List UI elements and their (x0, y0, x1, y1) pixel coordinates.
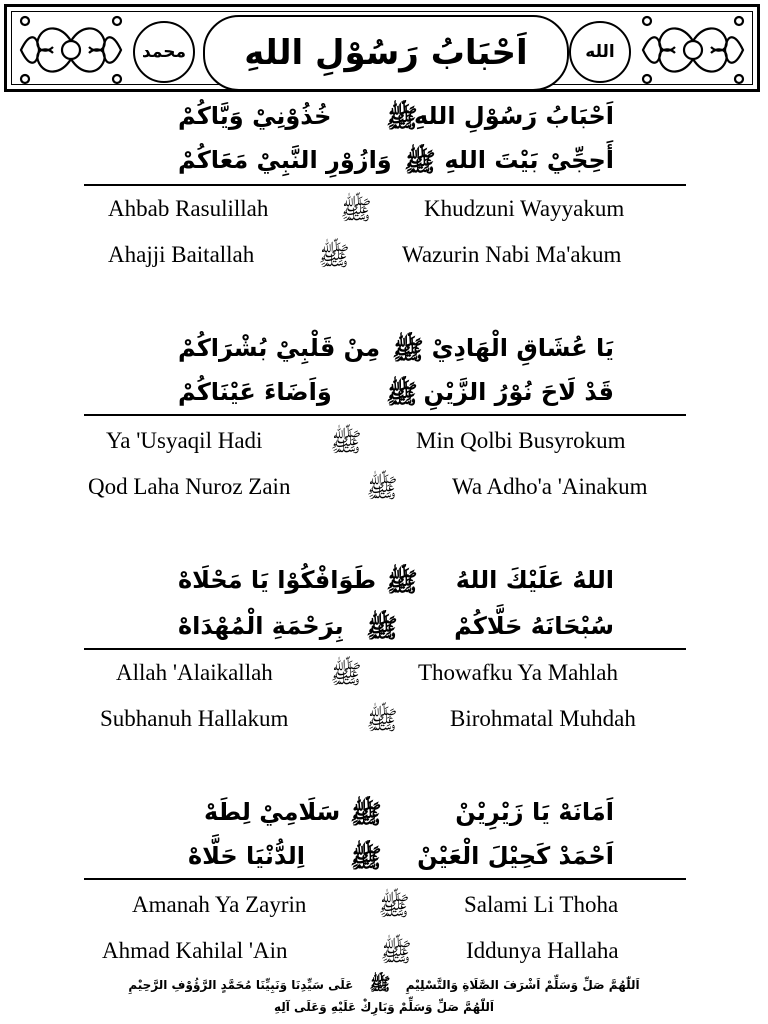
svg-text:ﷺ: ﷺ (330, 660, 362, 690)
arabic-half-line: اَمَانَهْ يَا زَيْرِيْنْ (455, 798, 614, 826)
medallion-muhammad (133, 21, 195, 83)
salawat-icon (376, 888, 412, 930)
transliteration-half-line: Min Qolbi Busyrokum (416, 428, 626, 453)
transliteration-half-line: Ahajji Baitallah (108, 242, 255, 267)
arabic-half-line: اللهُ عَلَيْكَ اللهُ (455, 566, 614, 594)
footer-salawat-text: عَلَى سَيِّدِنَا وَنَبِيِّنَا مُحَمَّدٍ الرَّؤُوْفِ الرَّحِيْمِ (128, 978, 354, 992)
salawat-icon (348, 840, 384, 882)
svg-text:ﷺ: ﷺ (386, 380, 418, 410)
transliteration-line (84, 932, 684, 972)
transliteration-line (84, 468, 684, 508)
title-cartouche (203, 15, 569, 91)
arabic-line (84, 98, 684, 138)
svg-text:ﷺ: ﷺ (386, 104, 418, 134)
arabic-half-line: قَدْ لَاحَ نُوْرُ الزَّيْنِ (423, 378, 614, 406)
arabic-half-line: طَوَافْكُوْا يَا مَحْلَاهْ (178, 566, 377, 594)
salawat-icon (348, 796, 384, 838)
svg-text:ﷺ: ﷺ (378, 892, 410, 922)
arabic-half-line: مِنْ قَلْبِيْ بُشْرَاكُمْ (178, 334, 381, 362)
divider (84, 184, 686, 186)
floral-ornament-right-icon (637, 13, 749, 87)
arabic-half-line: أَحِجِّيْ بَيْتَ اللهِ (444, 146, 614, 174)
transliteration-line (84, 886, 684, 926)
arabic-half-line: اِلدُّنْيَا حَلَّاهْ (188, 842, 305, 870)
arabic-line (84, 562, 684, 602)
arabic-line (84, 330, 684, 370)
arabic-line (84, 142, 684, 182)
arabic-half-line: وَاَضَاءَ عَيْنَاكُمْ (178, 378, 332, 406)
transliteration-half-line: Amanah Ya Zayrin (132, 892, 307, 917)
arabic-half-line: يَا عُشَاقِ الْهَادِيْ (431, 334, 614, 362)
transliteration-line (84, 236, 684, 276)
svg-text:ﷺ: ﷺ (369, 975, 390, 995)
footer-salawat-text: اَللّٰهُمَّ صَلِّ وَسَلِّمْ اَشْرَفَ الصَّلَاةِ وَالتَّسْلِيْمِ (405, 978, 640, 992)
svg-text:ﷺ: ﷺ (366, 614, 398, 644)
arabic-line (84, 374, 684, 414)
salawat-icon (364, 470, 400, 512)
arabic-half-line: خُذُوْنِيْ وَيَّاكُمْ (178, 102, 332, 130)
transliteration-half-line: Subhanuh Hallakum (100, 706, 289, 731)
arabic-line (84, 838, 684, 878)
salawat-icon (316, 238, 352, 280)
salawat-icon (402, 144, 438, 186)
svg-text:ﷺ: ﷺ (366, 706, 398, 736)
salawat-icon (328, 424, 364, 466)
salawat-icon (338, 192, 374, 234)
medallion-muhammad-text: محمد (142, 42, 186, 62)
footer-salawat-text: اَللّٰهُمَّ صَلِّ وَسَلِّمْ وَبَارِكْ عَلَيْهِ وَعَلَى آلِهِ (273, 1000, 495, 1014)
medallion-allah-text: الله (585, 42, 615, 62)
salawat-icon (384, 100, 420, 142)
transliteration-half-line: Wa Adho'a 'Ainakum (452, 474, 648, 499)
salawat-icon (378, 934, 414, 976)
transliteration-half-line: Thowafku Ya Mahlah (418, 660, 618, 685)
svg-text:ﷺ: ﷺ (318, 242, 350, 272)
salawat-icon (384, 376, 420, 418)
salawat-icon (368, 972, 392, 999)
svg-text:ﷺ: ﷺ (350, 844, 382, 874)
salawat-icon (364, 610, 400, 652)
arabic-half-line: سُبْحَانَهُ حَلَّاكُمْ (454, 612, 614, 640)
transliteration-half-line: Ya 'Usyaqil Hadi (106, 428, 263, 453)
divider (84, 648, 686, 650)
transliteration-half-line: Birohmatal Muhdah (450, 706, 636, 731)
arabic-line (84, 794, 684, 834)
transliteration-half-line: Iddunya Hallaha (466, 938, 619, 963)
divider (84, 414, 686, 416)
transliteration-half-line: Ahmad Kahilal 'Ain (102, 938, 288, 963)
svg-text:ﷺ: ﷺ (386, 568, 418, 598)
svg-text:ﷺ: ﷺ (340, 196, 372, 226)
transliteration-half-line: Allah 'Alaikallah (116, 660, 273, 685)
transliteration-line (84, 700, 684, 740)
arabic-line (84, 608, 684, 648)
salawat-icon (328, 656, 364, 698)
transliteration-line (84, 654, 684, 694)
transliteration-line (84, 190, 684, 230)
arabic-half-line: اَحْبَابُ رَسُوْلِ اللهِ (413, 102, 614, 130)
page-title: اَحْبَابُ رَسُوْلِ اللهِ (244, 33, 528, 73)
salawat-icon (390, 332, 426, 374)
salawat-icon (364, 702, 400, 744)
transliteration-line (84, 422, 684, 462)
transliteration-half-line: Qod Laha Nuroz Zain (88, 474, 291, 499)
divider (84, 878, 686, 880)
arabic-half-line: بِرَحْمَةِ الْمُهْدَاهْ (178, 612, 344, 640)
arabic-half-line: سَلَامِيْ لِطَهْ (204, 798, 341, 826)
title-banner (4, 4, 760, 92)
medallion-allah (569, 21, 631, 83)
svg-text:ﷺ: ﷺ (404, 148, 436, 178)
floral-ornament-left-icon (15, 13, 127, 87)
svg-text:ﷺ: ﷺ (366, 474, 398, 504)
svg-text:ﷺ: ﷺ (392, 336, 424, 366)
transliteration-half-line: Wazurin Nabi Ma'akum (402, 242, 622, 267)
transliteration-half-line: Ahbab Rasulillah (108, 196, 269, 221)
transliteration-half-line: Khudzuni Wayyakum (424, 196, 625, 221)
salawat-icon (384, 564, 420, 606)
svg-text:ﷺ: ﷺ (330, 428, 362, 458)
arabic-half-line: اَحْمَدْ كَحِيْلَ الْعَيْنْ (417, 842, 614, 870)
arabic-half-line: وَازُوْرِ النَّبِيْ مَعَاكُمْ (178, 146, 392, 174)
svg-text:ﷺ: ﷺ (350, 800, 382, 830)
footer-salawat-line (0, 972, 768, 999)
footer-salawat-line (0, 1000, 768, 1014)
transliteration-half-line: Salami Li Thoha (464, 892, 619, 917)
svg-text:ﷺ: ﷺ (380, 938, 412, 968)
